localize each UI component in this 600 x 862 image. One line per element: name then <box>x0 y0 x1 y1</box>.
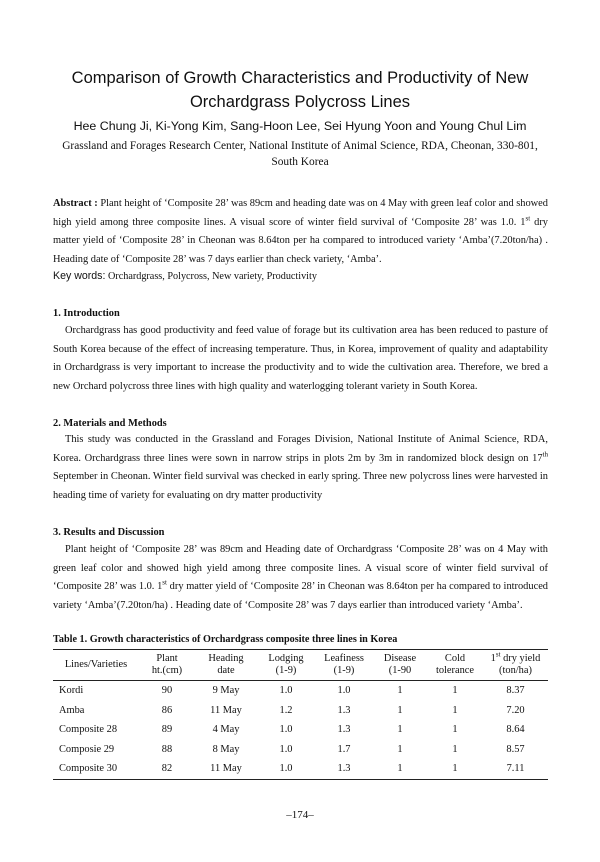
table-cell: 89 <box>161 724 173 736</box>
header-lodging <box>257 650 315 681</box>
table-cell: 1.7 <box>337 743 351 755</box>
header-cold-tolerance <box>427 650 483 681</box>
abstract <box>53 195 548 269</box>
results-text-a: Plant height of ‘Composite 28’ was 89cm and Heading date of Orchardgrass ‘Composite 28’ was on 4 May with green leaf color and showed high yield among three composite lines. A visual score of winter field survival of ‘Composite 28’ was 1.0. 1 <box>53 544 548 593</box>
table-cell: 8 May <box>212 743 240 755</box>
header-text: Cold <box>444 653 466 664</box>
header-dry-yield <box>483 650 548 681</box>
header-leafiness <box>315 650 373 681</box>
table-cell: 1.0 <box>279 743 293 755</box>
abstract-text-a: Plant height of ‘Composite 28’ was 89cm and heading date was on 4 May with green leaf color and showed high yield among three composite lines. A visual score of winter field survival of ‘Composite 28’ was 1.0. 1 <box>53 198 548 228</box>
table-cell: 1 <box>397 743 403 755</box>
header-text: Lines/Varieties <box>64 659 128 670</box>
abstract-text-b: dry matter yield of ‘Composite 28’ in Cheonan was 8.64ton per ha compared to introduced variety ‘Amba’(7.20ton/ha) . Heading date of ‘Composite 28’ was 7 days earlier than check variety, ‘Amba’. <box>53 216 548 265</box>
paper-title <box>40 66 560 114</box>
author-list: Hee Chung Ji, Ki-Yong Kim, Sang-Hoon Lee, Sei Hyung Yoon and Young Chul Lim <box>73 119 527 133</box>
keywords-label: Key words: <box>53 270 106 282</box>
header-text: date <box>217 665 235 676</box>
table-cell: 9 May <box>212 685 240 697</box>
table-cell: 1.3 <box>337 724 351 736</box>
table-cell: 8.57 <box>506 743 525 755</box>
table-cell: 1 <box>397 724 403 736</box>
table-row <box>53 759 548 779</box>
table-cell: 4 May <box>212 724 240 736</box>
header-text: Heading <box>208 653 244 664</box>
table-cell: 7.20 <box>506 704 525 716</box>
table-cell: 1.0 <box>279 763 293 775</box>
table-cell: 1 <box>397 685 403 697</box>
header-lines <box>53 650 139 681</box>
table-cell: 11 May <box>210 704 242 716</box>
keywords-text: Orchardgrass, Polycross, New variety, Productivity <box>105 271 317 282</box>
results-heading: 3. Results and Discussion <box>53 527 165 538</box>
table-cell: 1 <box>452 724 458 736</box>
table-cell: Kordi <box>59 685 84 697</box>
title-line-2: Orchardgrass Polycross Lines <box>189 93 411 111</box>
header-sup: st <box>495 650 501 659</box>
header-heading-date <box>195 650 257 681</box>
table-cell: 88 <box>161 743 173 755</box>
table-row <box>53 740 548 760</box>
header-text: tolerance <box>435 665 475 676</box>
table-row <box>53 720 548 740</box>
header-text: (ton/ha) <box>499 665 532 676</box>
table-cell: 1 <box>452 704 458 716</box>
page-number: –174– <box>286 809 314 821</box>
results-text-b: dry matter yield of ‘Composite 28’ in Cheonan was 8.64ton per ha compared to introduced variety ‘Amba’(7.20ton/ha) . Heading date of ‘Composite 28’ was 7 days earlier than introduced variety ‘Amba’. <box>53 581 548 611</box>
table-cell: 1 <box>452 685 458 697</box>
table-cell: Amba <box>59 704 85 716</box>
table-cell: 1 <box>452 763 458 775</box>
intro-text: Orchardgrass has good productivity and feed value of forage but its cultivation area has been reduced to pasture of South Korea because of the effect of increasing temperature. Thus, in Korea, improvement of quality and adaptability in Orchardgrass is very important to increase the productivity and to wide the cultivation area. Therefore, we bred a new Orchard polycross three lines with high quality and waterlogging tolerant variety in South Korea. <box>53 325 548 392</box>
table-cell: 1 <box>452 743 458 755</box>
table-row <box>53 701 548 721</box>
table-caption: Table 1. Growth characteristics of Orchardgrass composite three lines in Korea <box>53 634 398 645</box>
intro-heading: 1. Introduction <box>53 308 120 319</box>
table-cell: Composite 30 <box>59 763 118 775</box>
methods-text-a: This study was conducted in the Grassland and Forages Division, National Institute of Animal Science, RDA, Korea. Orchardgrass three lines were sown in narrow strips in plots 2m by 3m in randomized block design on 17 <box>53 434 548 464</box>
header-text: dry yield <box>500 653 541 664</box>
table-cell: 1 <box>397 763 403 775</box>
methods-heading: 2. Materials and Methods <box>53 418 167 429</box>
growth-table <box>53 649 548 780</box>
table-cell: 90 <box>161 685 173 697</box>
table-cell: 7.11 <box>506 763 525 775</box>
header-text: (1-90 <box>388 665 412 676</box>
header-text: ht.(cm) <box>151 665 183 676</box>
table-cell: 1.0 <box>279 685 293 697</box>
table-cell: 1.0 <box>279 724 293 736</box>
methods-text-b: September in Cheonan. Winter field survival was checked in early spring. Three new polycross lines were harvested in heading time of variety for evaluating on dry matter productivity <box>53 471 548 501</box>
affiliation <box>40 138 560 170</box>
keywords <box>53 268 548 285</box>
table-cell: 11 May <box>210 763 242 775</box>
title-line-1: Comparison of Growth Characteristics and Productivity of New <box>71 69 529 87</box>
header-text: 1 <box>490 653 496 664</box>
table-cell: 1.3 <box>337 763 351 775</box>
abstract-label: Abstract : <box>53 198 98 209</box>
table-cell: 86 <box>161 704 173 716</box>
header-text: (1-9) <box>275 665 297 676</box>
header-disease <box>373 650 427 681</box>
table-header-row <box>53 650 548 681</box>
header-text: Lodging <box>268 653 304 664</box>
methods-sup: th <box>542 450 548 459</box>
header-text: (1-9) <box>333 665 355 676</box>
methods-text <box>53 431 548 505</box>
table-cell: 1.2 <box>279 704 293 716</box>
table-cell: 8.64 <box>506 724 525 736</box>
abstract-sup: st <box>525 214 531 223</box>
table-cell: 1.0 <box>337 685 351 697</box>
table-cell: 82 <box>161 763 173 775</box>
header-text: Leafiness <box>324 653 364 664</box>
affiliation-line-1: Grassland and Forages Research Center, National Institute of Animal Science, RDA, Cheonan, 330-801, <box>62 140 538 152</box>
table-cell: 8.37 <box>506 685 525 697</box>
header-text: Plant <box>156 653 178 664</box>
table-cell: 1.3 <box>337 704 351 716</box>
header-text: Disease <box>383 653 417 664</box>
affiliation-line-2: South Korea <box>271 156 329 168</box>
results-text <box>53 541 548 615</box>
header-plant-height <box>139 650 195 681</box>
results-sup: st <box>162 578 167 587</box>
table-row <box>53 681 548 701</box>
table-cell: Composite 28 <box>59 724 118 736</box>
table-cell: Composie 29 <box>59 743 115 755</box>
table-cell: 1 <box>397 704 403 716</box>
